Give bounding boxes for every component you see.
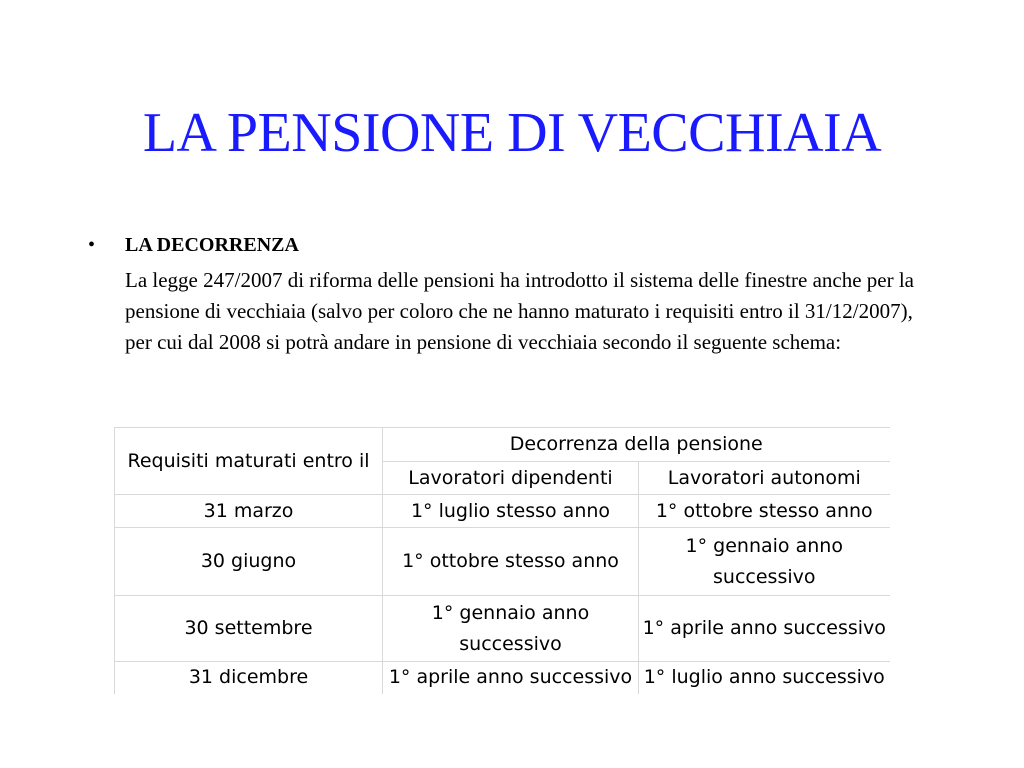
header-autonomi: Lavoratori autonomi [639, 462, 890, 495]
row-autonomi: 1° aprile anno successivo [639, 596, 890, 662]
row-date: 30 settembre [115, 596, 383, 662]
bullet-body-text: La legge 247/2007 di riforma delle pensioni ha introdotto il sistema delle finestre anche per la pensione di vecchiaia (salvo per coloro che ne hanno maturato i requisiti entro il 31/12/2007), per cui dal 2008 si potrà andare in pensione di vecchiaia secondo il seguente schema: [125, 268, 915, 354]
row-date: 31 marzo [115, 495, 383, 528]
header-requisiti: Requisiti maturati entro il [115, 428, 383, 495]
bullet-row [88, 231, 918, 259]
row-dipendenti: 1° ottobre stesso anno [383, 528, 639, 596]
row-dipendenti: 1° aprile anno successivo [383, 662, 639, 694]
row-dipendenti: 1° gennaio anno successivo [383, 596, 639, 662]
bullet-marker: • [88, 234, 96, 256]
bullet-block [88, 231, 918, 358]
row-autonomi: 1° gennaio anno successivo [639, 528, 890, 596]
row-autonomi: 1° luglio anno successivo [643, 666, 885, 689]
slide-title: LA PENSIONE DI VECCHIAIA [142, 102, 882, 164]
row-date: 30 giugno [115, 528, 383, 596]
row-dipendenti: 1° luglio stesso anno [383, 495, 639, 528]
header-dipendenti: Lavoratori dipendenti [383, 462, 639, 495]
row-date: 31 dicembre [115, 662, 383, 694]
bullet-heading: LA DECORRENZA [125, 234, 299, 256]
row-autonomi: 1° ottobre stesso anno [639, 495, 890, 528]
header-decorrenza: Decorrenza della pensione [383, 428, 890, 462]
pension-schedule-table [114, 427, 890, 694]
